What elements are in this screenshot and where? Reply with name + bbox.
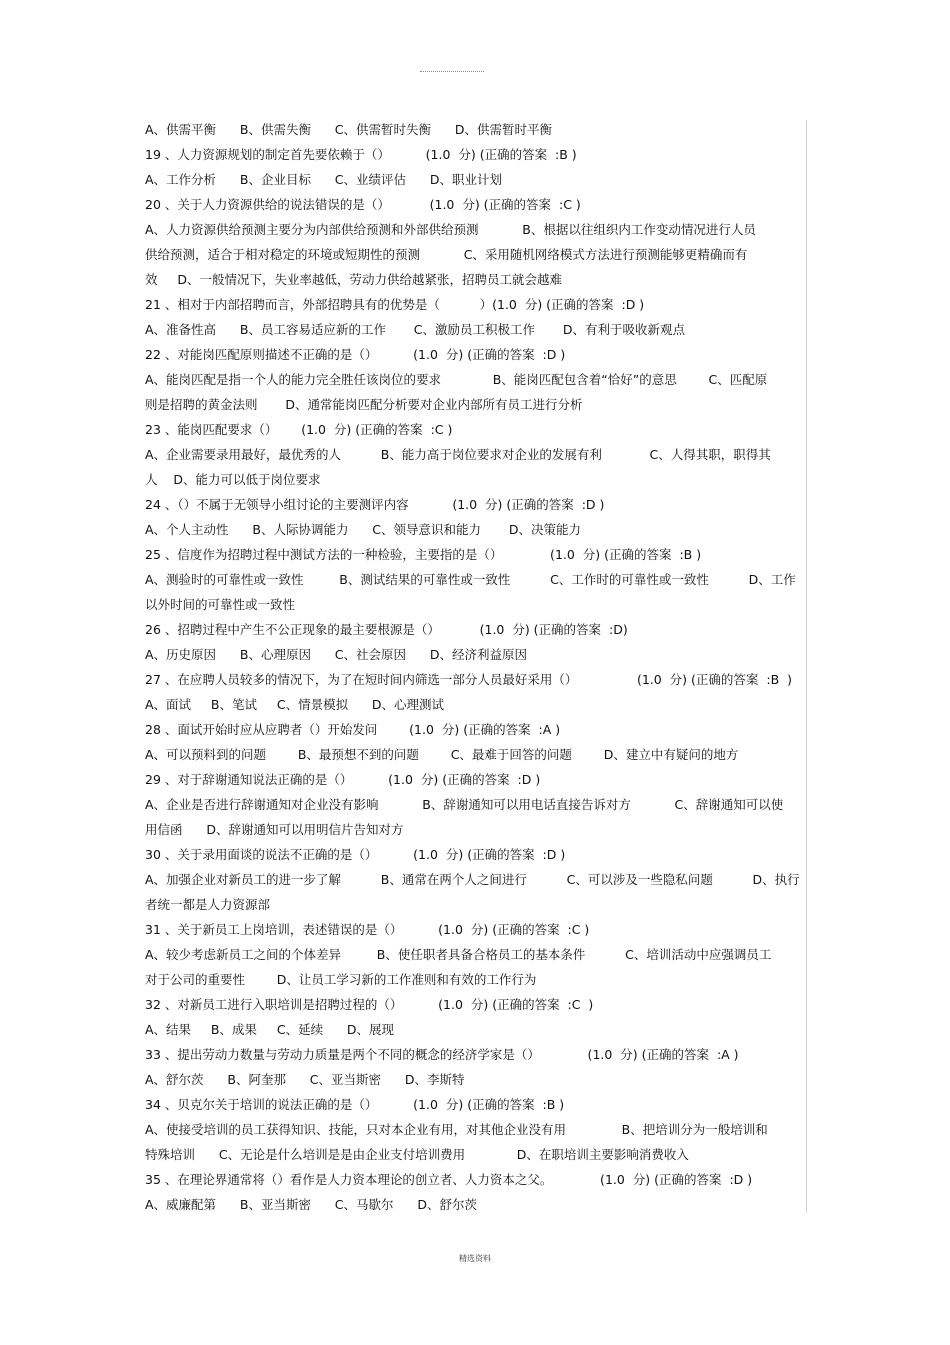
text-line: 34 、贝克尔关于培训的说法正确的是（） (1.0 分) (正确的答案 :B ) [145,1097,565,1112]
text-line: 26 、招聘过程中产生不公正现象的最主要根源是（） (1.0 分) (正确的答案 :D) [145,622,628,637]
text-line: A、人力资源供给预测主要分为内部供给预测和外部供给预测 B、根据以往组织内工作变动情况进行人员 [145,222,756,237]
text-line: 31 、关于新员工上岗培训，表述错误的是（） (1.0 分) (正确的答案 :C ) [145,922,590,937]
text-line: 29 、对于辞谢通知说法正确的是（） (1.0 分) (正确的答案 :D ) [145,772,541,787]
text-line: 32 、对新员工进行入职培训是招聘过程的（） (1.0 分) (正确的答案 :C ) [145,997,594,1012]
text-line: 28 、面试开始时应从应聘者（）开始发问 (1.0 分) (正确的答案 :A ) [145,722,561,737]
text-line: 效 D、一般情况下，失业率越低，劳动力供给越紧张，招聘员工就会越难 [145,272,562,287]
text-line: A、测验时的可靠性或一致性 B、测试结果的可靠性或一致性 C、工作时的可靠性或一致性 D、工作 [145,572,796,587]
text-line: 24 、（）不属于无领导小组讨论的主要测评内容 (1.0 分) (正确的答案 :D ) [145,497,605,512]
text-line: 35 、在理论界通常将（）看作是人力资本理论的创立者、人力资本之父。 (1.0 分) (正确的答案 :D ) [145,1172,753,1187]
text-line: A、供需平衡 B、供需失衡 C、供需暂时失衡 D、供需暂时平衡 [145,122,553,137]
text-line: 对于公司的重要性 D、让员工学习新的工作准则和有效的工作行为 [145,972,537,987]
text-line: A、企业是否进行辞谢通知对企业没有影响 B、辞谢通知可以用电话直接告诉对方 C、辞谢通知可以使 [145,797,784,812]
text-line: A、可以预料到的问题 B、最预想不到的问题 C、最难于回答的问题 D、建立中有疑问的地方 [145,747,739,762]
header-rule [420,71,484,72]
text-line: 供给预测，适合于相对稳定的环境或短期性的预测 C、采用随机网络模式方法进行预测能够更精确而有 [145,247,748,262]
text-line: A、威廉配第 B、亚当斯密 C、马歇尔 D、舒尔茨 [145,1197,478,1212]
text-line: A、加强企业对新员工的进一步了解 B、通常在两个人之间进行 C、可以涉及一些隐私问题 D、执行 [145,872,800,887]
text-line: 23 、能岗匹配要求（） (1.0 分) (正确的答案 :C ) [145,422,453,437]
text-line: 30 、关于录用面谈的说法不正确的是（） (1.0 分) (正确的答案 :D ) [145,847,566,862]
text-line: 者统一都是人力资源部 [145,897,271,912]
text-line: A、舒尔茨 B、阿奎那 C、亚当斯密 D、李斯特 [145,1072,465,1087]
text-line: A、面试 B、笔试 C、情景模拟 D、心理测试 [145,697,445,712]
text-line: A、企业需要录用最好，最优秀的人 B、能力高于岗位要求对企业的发展有利 C、人得其职，职得其 [145,447,771,462]
text-line: 27 、在应聘人员较多的情况下，为了在短时间内筛选一部分人员最好采用（） (1.0 分) (正确的答案 :B ) [145,672,792,687]
text-line: A、使接受培训的员工获得知识、技能，只对本企业有用，对其他企业没有用 B、把培训分为一般培训和 [145,1122,768,1137]
text-line: 22 、对能岗匹配原则描述不正确的是（） (1.0 分) (正确的答案 :D ) [145,347,566,362]
text-line: 25 、信度作为招聘过程中测试方法的一种检验，主要指的是（） (1.0 分) (正确的答案 :B ) [145,547,702,562]
text-line: 用信函 D、辞谢通知可以用明信片告知对方 [145,822,404,837]
text-line: 20 、关于人力资源供给的说法错误的是（） (1.0 分) (正确的答案 :C ) [145,197,581,212]
text-line: 21 、相对于内部招聘而言，外部招聘具有的优势是（ ）(1.0 分) (正确的答案 :D ) [145,297,645,312]
text-line: 则是招聘的黄金法则 D、通常能岗匹配分析要对企业内部所有员工进行分析 [145,397,583,412]
text-line: A、工作分析 B、企业目标 C、业绩评估 D、职业计划 [145,172,503,187]
page-footer: 精选资料 [459,1254,491,1263]
document-body [145,117,810,1217]
text-line: 33 、提出劳动力数量与劳动力质量是两个不同的概念的经济学家是（） (1.0 分) (正确的答案 :A ) [145,1047,739,1062]
text-line: 19 、人力资源规划的制定首先要依赖于（） (1.0 分) (正确的答案 :B ) [145,147,577,162]
text-line: A、较少考虑新员工之间的个体差异 B、使任职者具备合格员工的基本条件 C、培训活动中应强调员工 [145,947,772,962]
text-line: 以外时间的可靠性或一致性 [145,597,296,612]
text-line: A、准备性高 B、员工容易适应新的工作 C、激励员工积极工作 D、有利于吸收新观点 [145,322,685,337]
text-line: A、能岗匹配是指一个人的能力完全胜任该岗位的要求 B、能岗匹配包含着“恰好”的意思 C、匹配原 [145,372,768,387]
text-line: A、个人主动性 B、人际协调能力 C、领导意识和能力 D、决策能力 [145,522,581,537]
text-line: 人 D、能力可以低于岗位要求 [145,472,321,487]
text-line: A、历史原因 B、心理原因 C、社会原因 D、经济利益原因 [145,647,528,662]
text-line: A、结果 B、成果 C、延续 D、展现 [145,1022,395,1037]
text-line: 特殊培训 C、无论是什么培训是是由企业支付培训费用 D、在职培训主要影响消费收入 [145,1147,689,1162]
